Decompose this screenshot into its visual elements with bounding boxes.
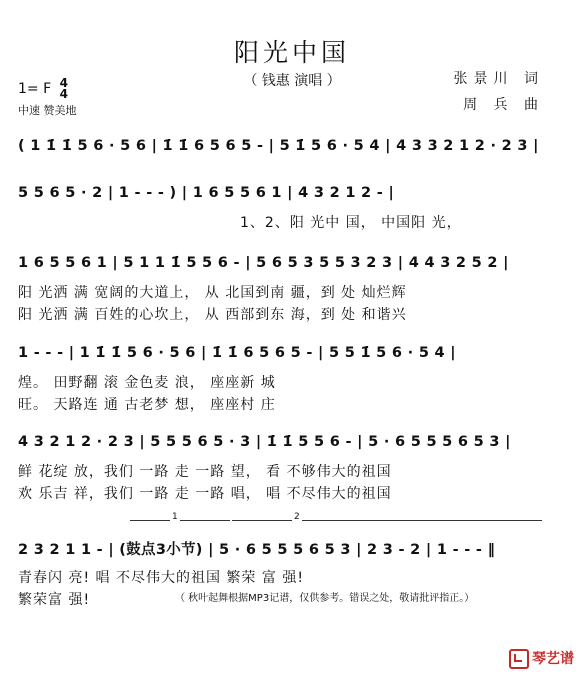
staff-line-6: 2 3 2 1 1 - | (鼓点3小节) | 5 · 6 5 5 5 6 5 3 | 2 3 - 2 | 1 - - - ‖ xyxy=(18,542,496,558)
lyric-line-2: 阳 光洒 满 宽阔的大道上， 从 北国到南 疆，到 处 灿烂辉 xyxy=(18,285,407,301)
lyricist-credit: 张景川 词 xyxy=(453,71,544,87)
volta-first-ending xyxy=(130,512,230,522)
time-signature xyxy=(60,78,68,100)
staff-line-5: 4 3 2 1 2 · 2 3 | 5 5 5 6 5 · 3 | 1̇ 1̇ 5 5 6 - | 5 · 6 5 5 5 6 5 3 | xyxy=(18,434,511,450)
time-top: 4 xyxy=(59,76,68,90)
lyric-line-4: 煌。 田野翻 滚 金色麦 浪， 座座新 城 xyxy=(18,375,276,391)
subtitle: （ 钱惠 演唱 ） xyxy=(243,73,341,89)
volta-first-label: 1 xyxy=(172,512,178,522)
site-logo xyxy=(509,648,574,669)
staff-line-2: 5 5 6 5 · 2 | 1 - - - ) | 1 6 5 5 6 1 | 4 3 2 1 2 - | xyxy=(18,185,395,201)
volta-second-ending xyxy=(232,512,542,522)
lyric-line-3: 阳 光洒 满 百姓的心坎上， 从 西部到东 海，到 处 和谐兴 xyxy=(18,307,407,323)
staff-line-4: 1 - - - | 1 1̇ 1̇ 5 6 · 5 6 | 1̇ 1̇ 6 5 6 5 - | 5 5 1̇ 5 6 · 5 4 | xyxy=(18,345,456,361)
tempo-mark: 中速 赞美地 xyxy=(18,104,77,117)
lyric-line-9: 繁荣富 强! xyxy=(18,592,91,608)
staff-line-3: 1 6 5 5 6 1 | 5 1 1 1̇ 5 5 6 - | 5 6 5 3 5 5 3 2 3 | 4 4 3 2 5 2 | xyxy=(18,255,509,271)
lyric-line-1: 1、2、阳 光中 国， 中国阳 光， xyxy=(240,215,462,231)
lyric-line-5: 旺。 天路连 通 古老梦 想， 座座村 庄 xyxy=(18,397,276,413)
page-title: 阳光中国 xyxy=(233,38,350,67)
staff-line-1: ( 1 1̇ 1̇ 5 6 · 5 6 | 1̇ 1̇ 6 5 6 5 - | 5 1̇ 5 6 · 5 4 | 4 3 3 2 1 2 · 2 3 | xyxy=(18,138,539,154)
lyric-line-8: 青春闪 亮! 唱 不尽伟大的祖国 繁荣 富 强! xyxy=(18,570,304,586)
logo-icon xyxy=(509,649,529,669)
time-bottom: 4 xyxy=(59,87,68,101)
key-label: 1= F xyxy=(18,81,52,97)
footnote: （ 秋叶起舞根据MP3记谱，仅供参考。错误之处，敬请批评指正。） xyxy=(175,593,475,604)
logo-text: 琴艺谱 xyxy=(532,651,574,667)
composer-credit: 周 兵 曲 xyxy=(463,97,544,113)
lyric-line-7: 欢 乐吉 祥，我们 一路 走 一路 唱， 唱 不尽伟大的祖国 xyxy=(18,486,392,502)
lyric-line-6: 鲜 花绽 放，我们 一路 走 一路 望， 看 不够伟大的祖国 xyxy=(18,464,392,480)
volta-second-label: 2 xyxy=(294,512,300,522)
key-signature xyxy=(18,78,68,100)
